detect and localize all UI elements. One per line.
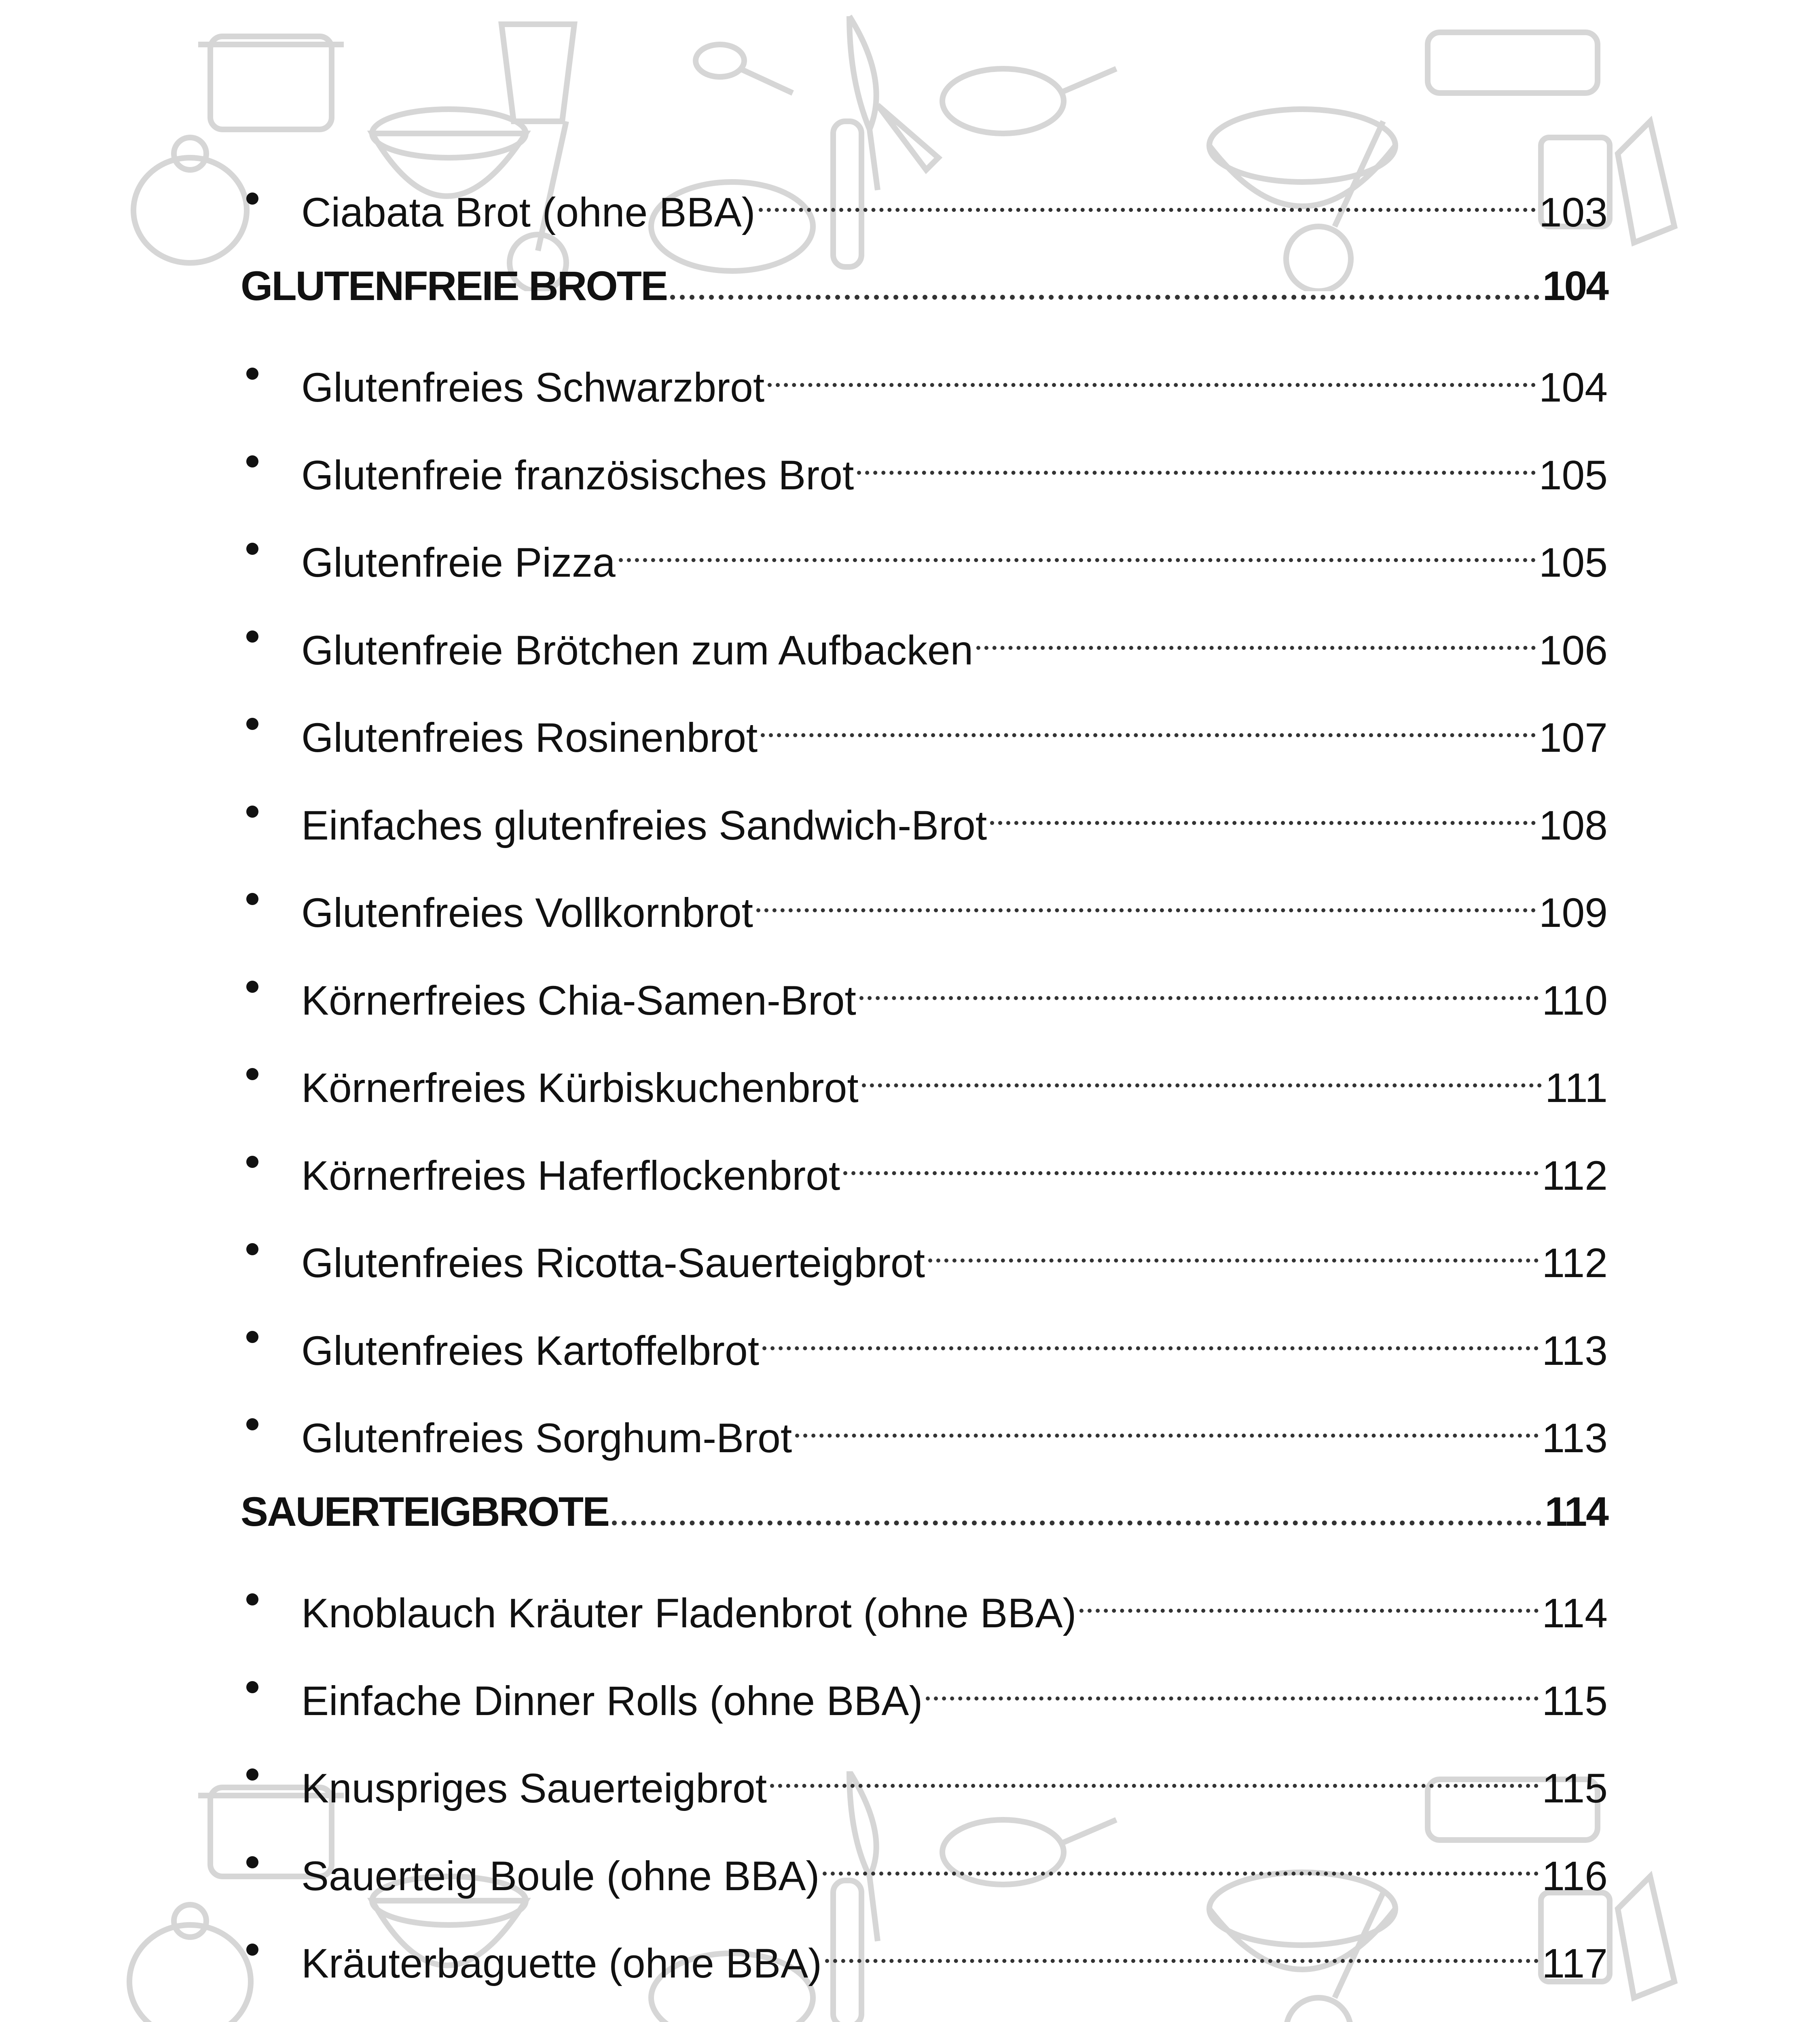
toc-entry-label: Einfaches glutenfreies Sandwich-Brot: [301, 802, 987, 848]
toc-entry-label: Sauerteig Boule (ohne BBA): [301, 1853, 820, 1899]
frying-pan-icon: [942, 69, 1116, 133]
sauce-pan-icon: [133, 137, 247, 263]
bullet-icon: [241, 520, 301, 577]
cake-tin-icon: [1428, 32, 1598, 93]
toc-entry[interactable]: [241, 345, 1608, 410]
toc-entry-label: Körnerfreies Haferflockenbrot: [301, 1153, 840, 1199]
dot-leader: [976, 646, 1536, 650]
toc-entry[interactable]: [241, 1658, 1608, 1724]
toc-page-number: 114: [1542, 1590, 1608, 1636]
pot-icon: [198, 36, 344, 129]
toc-entry-label: Glutenfreies Vollkornbrot: [301, 890, 753, 936]
toc-page-number: 115: [1542, 1765, 1608, 1811]
bullet-icon: [241, 1921, 301, 1978]
toc-entry-label: Glutenfreie Pizza: [301, 539, 616, 586]
kitchen-utensils-decoration-top: [0, 0, 1820, 291]
bullet-icon: [241, 1746, 301, 1802]
bullet-icon: [241, 1133, 301, 1190]
dot-leader: [759, 208, 1536, 212]
toc-entry[interactable]: [241, 783, 1608, 848]
bullet-icon: [241, 870, 301, 927]
toc-entry-label: Knoblauch Kräuter Fladenbrot (ohne BBA): [301, 1590, 1077, 1636]
toc-entry[interactable]: [241, 1396, 1608, 1461]
bullet-icon: [241, 783, 301, 840]
toc-page-number: 108: [1539, 802, 1608, 848]
toc-entry-label: SAUERTEIGBROTE: [241, 1489, 609, 1535]
dot-leader: [756, 908, 1536, 912]
bullet-icon: [241, 1220, 301, 1277]
toc-entry-label: Glutenfreies Rosinenbrot: [301, 715, 758, 761]
toc-page-number: 112: [1542, 1240, 1608, 1286]
toc-entry-label: GLUTENFREIE BROTE: [241, 263, 667, 309]
toc-entry[interactable]: [241, 608, 1608, 673]
dot-leader: [670, 295, 1539, 300]
toc-entry-label: Kräuterbaguette (ohne BBA): [301, 1940, 822, 1986]
toc-entry-label: Einfache Dinner Rolls (ohne BBA): [301, 1678, 923, 1724]
toc-page-number: 106: [1539, 627, 1608, 673]
toc-section-heading[interactable]: [241, 1483, 1608, 1540]
dot-leader: [823, 1872, 1539, 1876]
dot-leader: [843, 1171, 1539, 1175]
sauce-pan-icon: [129, 1905, 251, 2022]
toc-page-number: 113: [1542, 1415, 1608, 1461]
toc-entry[interactable]: [241, 1921, 1608, 1986]
glass-icon: [502, 24, 574, 121]
bullet-icon: [241, 1396, 301, 1452]
toc-entry[interactable]: [241, 1571, 1608, 1636]
toc-entry[interactable]: [241, 1308, 1608, 1374]
bullet-icon: [241, 345, 301, 402]
dot-leader: [990, 821, 1536, 825]
toc-entry-label: Glutenfreies Sorghum-Brot: [301, 1415, 792, 1461]
dot-leader: [768, 383, 1536, 387]
toc-page-number: 113: [1542, 1328, 1608, 1374]
bullet-icon: [241, 608, 301, 664]
bullet-icon: [241, 170, 301, 226]
dot-leader: [859, 996, 1539, 1000]
knife-icon: [878, 105, 938, 170]
bullet-icon: [241, 1658, 301, 1715]
toc-page-number: 110: [1542, 977, 1608, 1024]
toc-page-number: 103: [1539, 189, 1608, 235]
toc-entry[interactable]: [241, 958, 1608, 1024]
toc-entry[interactable]: [241, 433, 1608, 498]
toc-page-number: 104: [1542, 263, 1608, 309]
toc-entry-label: Glutenfreies Ricotta-Sauerteigbrot: [301, 1240, 925, 1286]
toc-page-number: 107: [1539, 715, 1608, 761]
toc-page-number: 111: [1545, 1065, 1608, 1111]
toc-entry[interactable]: [241, 870, 1608, 936]
dot-leader: [928, 1258, 1539, 1263]
toc-entry[interactable]: [241, 1220, 1608, 1286]
dot-leader: [862, 1083, 1542, 1087]
toc-page-number: 116: [1542, 1853, 1608, 1899]
toc-entry[interactable]: [241, 520, 1608, 586]
bullet-icon: [241, 433, 301, 489]
toc-entry[interactable]: [241, 1834, 1608, 1899]
dot-leader: [926, 1696, 1539, 1701]
bullet-icon: [241, 695, 301, 752]
grater-icon: [1618, 1876, 1674, 1998]
dot-leader: [619, 558, 1536, 562]
dot-leader: [795, 1434, 1539, 1438]
dot-leader: [612, 1521, 1541, 1525]
toc-entry[interactable]: [241, 1133, 1608, 1199]
spoon-icon: [696, 44, 793, 93]
toc-page-number: 105: [1539, 539, 1608, 586]
toc-entry[interactable]: [241, 1045, 1608, 1111]
toc-page-number: 114: [1545, 1489, 1608, 1535]
dot-leader: [762, 1346, 1539, 1350]
bullet-icon: [241, 1571, 301, 1627]
toc-entry[interactable]: [241, 170, 1608, 235]
toc-entry[interactable]: [241, 695, 1608, 761]
toc-page-number: 109: [1539, 890, 1608, 936]
bullet-icon: [241, 1045, 301, 1102]
dot-leader: [761, 733, 1536, 737]
toc-entry[interactable]: [241, 1746, 1608, 1811]
grater-icon: [1618, 121, 1674, 243]
whisk-icon: [849, 16, 878, 190]
toc-entry-label: Knuspriges Sauerteigbrot: [301, 1765, 767, 1811]
toc-entry-label: Glutenfreies Schwarzbrot: [301, 364, 765, 410]
bullet-icon: [241, 1308, 301, 1365]
bullet-icon: [241, 1834, 301, 1890]
toc-page-number: 104: [1539, 364, 1608, 410]
toc-page-number: 115: [1542, 1678, 1608, 1724]
dot-leader: [857, 471, 1536, 475]
toc-entry-label: Ciabata Brot (ohne BBA): [301, 189, 756, 235]
toc-page-number: 117: [1542, 1940, 1608, 1986]
dot-leader: [1079, 1609, 1539, 1613]
toc-entry-label: Glutenfreies Kartoffelbrot: [301, 1328, 760, 1374]
dot-leader: [770, 1784, 1539, 1788]
dot-leader: [825, 1959, 1539, 1963]
toc-entry-label: Körnerfreies Kürbiskuchenbrot: [301, 1065, 859, 1111]
bullet-icon: [241, 958, 301, 1015]
toc-entry-label: Körnerfreies Chia-Samen-Brot: [301, 977, 856, 1024]
toc-entry-label: Glutenfreie Brötchen zum Aufbacken: [301, 627, 973, 673]
toc-page-number: 112: [1542, 1153, 1608, 1199]
toc-section-heading[interactable]: [241, 258, 1608, 314]
toc-page-number: 105: [1539, 452, 1608, 498]
toc-entry-label: Glutenfreie französisches Brot: [301, 452, 854, 498]
